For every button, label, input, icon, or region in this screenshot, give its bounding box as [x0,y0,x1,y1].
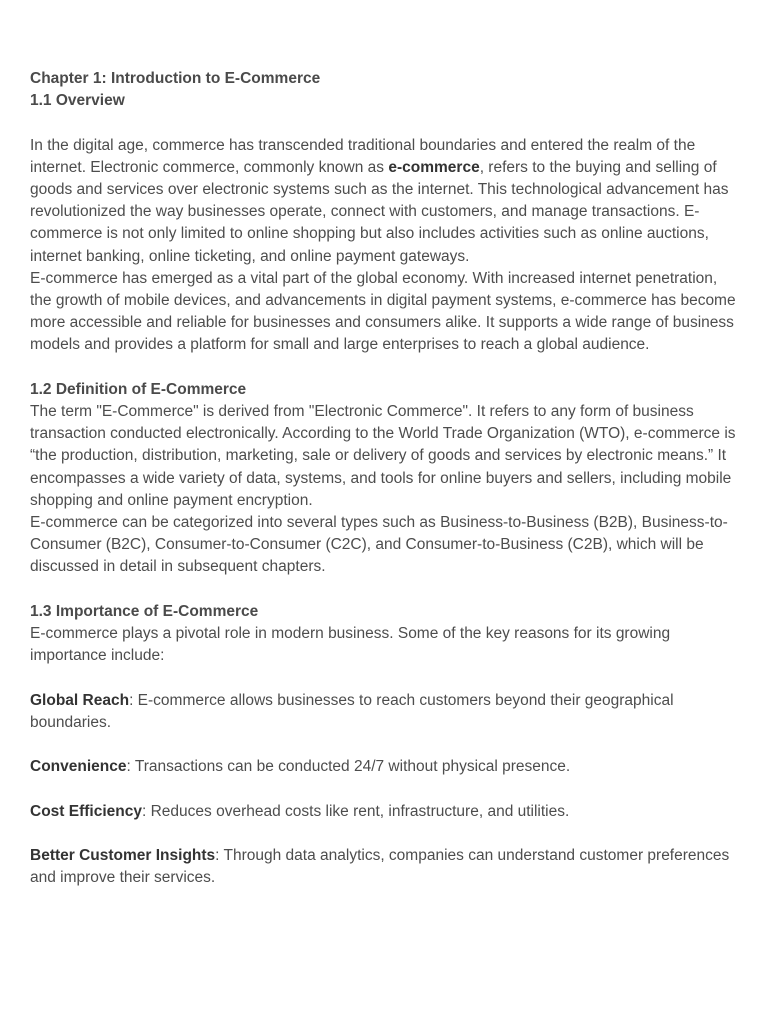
document-body [30,68,742,889]
spacer [30,667,742,689]
overview-text-start: In the digital age, commerce has transcended traditional boundaries and entered the realm of the internet. Electronic commerce, commonly known as [30,136,696,176]
spacer [30,734,742,756]
chapter-title: Chapter 1: Introduction to E-Commerce [30,70,321,87]
importance-intro: E-commerce plays a pivotal role in modern business. Some of the key reasons for its growing importance include: [30,625,671,665]
spacer [30,579,742,601]
importance-item-customer-insights [30,845,742,889]
overview-paragraph-2: E-commerce has emerged as a vital part of the global economy. With increased internet penetration, the growth of mobile devices, and advancements in digital payment systems, e-commerce has become more accessible and reliable for businesses and consumers alike. It supports a wide range of business models and provides a platform for small and large enterprises to reach a global audience. [30,269,736,354]
section-heading-overview: 1.1 Overview [30,92,125,110]
spacer [30,357,742,379]
item-text: : Transactions can be conducted 24/7 without physical presence. [126,758,571,776]
definition-paragraph-2: E-commerce can be categorized into several types such as Business-to-Business (B2B), Business-to-Consumer (B2C), Consumer-to-Consumer (C2C), and Consumer-to-Business (C2B), which will be discussed in detail in subsequent chapters. [30,514,728,576]
item-term: Better Customer Insights [30,847,216,864]
importance-item-convenience [30,756,742,778]
e-commerce-term: e-commerce [388,158,480,176]
importance-item-global-reach [30,690,742,734]
spacer [30,778,742,800]
item-text: : E-commerce allows businesses to reach customers beyond their geographical boundaries. [30,691,674,731]
overview-paragraph-1 [30,135,742,268]
section-heading-definition: 1.2 Definition of E-Commerce [30,380,247,398]
item-term: Global Reach [30,691,130,709]
item-text: : Through data analytics, companies can understand customer preferences and improve their services. [30,847,730,887]
spacer [30,823,742,845]
importance-item-cost-efficiency [30,801,742,823]
item-term: Cost Efficiency [30,802,142,820]
item-term: Convenience [30,758,127,776]
item-text: : Reduces overhead costs like rent, infrastructure, and utilities. [141,802,570,820]
definition-paragraph-1: The term "E-Commerce" is derived from "Electronic Commerce". It refers to any form of business transaction conducted electronically. According to the World Trade Organization (WTO), e-commerce is “the production, distribution, marketing, sale or delivery of goods and services by electronic means.” It encompasses a wide variety of data, systems, and tools for online buyers and sellers, including mobile shopping and online payment encryption. [30,403,736,509]
section-heading-importance: 1.3 Importance of E-Commerce [30,602,259,620]
overview-text-end: , refers to the buying and selling of goods and services over electronic systems such as the internet. This technological advancement has revolutionized the way businesses operate, connect with customers, and manage transactions. E-commerce is not only limited to online shopping but also includes activities such as online auctions, internet banking, online ticketing, and online payment gateways. [30,158,729,265]
spacer [30,112,742,134]
